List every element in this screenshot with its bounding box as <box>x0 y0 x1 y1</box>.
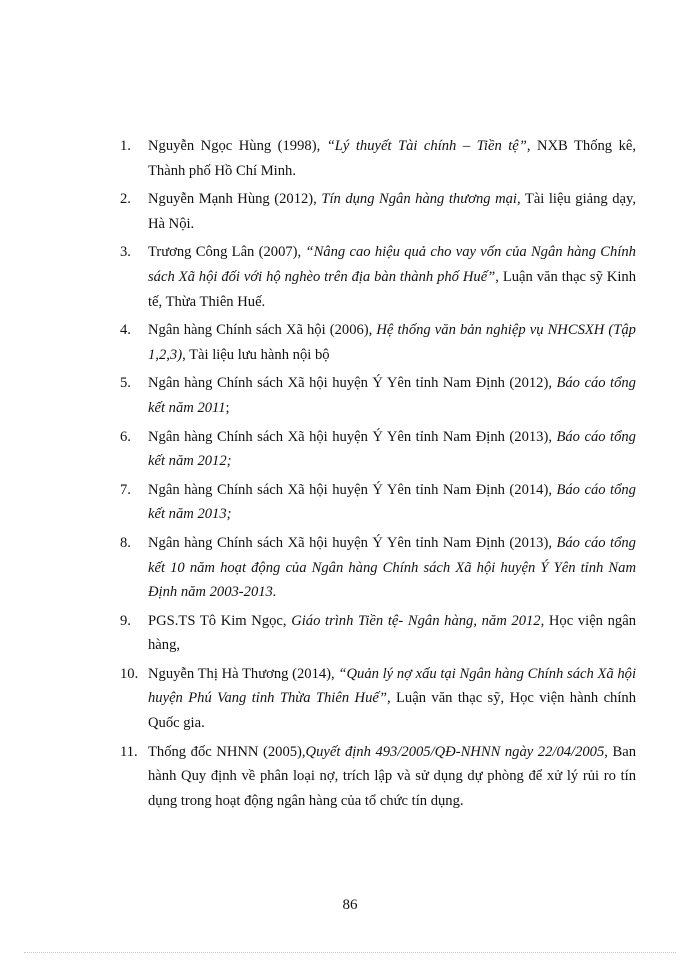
reference-title: Hệ thống văn bản nghiệp vụ NHCSXH (Tập 1,2,3) <box>148 322 636 363</box>
reference-title: Báo cáo tổng kết 10 năm hoạt động của Ngân hàng Chính sách Xã hội huyện Ý Yên tỉnh Nam Định năm 2003-2013. <box>148 534 636 601</box>
reference-number: 4. <box>120 322 131 339</box>
reference-title: Giáo trình Tiền tệ- Ngân hàng, năm 2012 <box>291 612 541 629</box>
reference-segment: Nguyễn Ngọc Hùng (1998), <box>148 138 327 154</box>
reference-segment: , Học viện ngân hàng, <box>148 612 636 654</box>
reference-segment: Ngân hàng Chính sách Xã hội (2006), <box>148 322 377 339</box>
reference-item <box>120 425 636 474</box>
reference-segment: , Tài liệu lưu hành nội bộ <box>182 346 330 363</box>
reference-number: 9. <box>120 612 131 629</box>
reference-segment: , NXB Thống kê, Thành phố Hồ Chí Minh. <box>148 138 636 179</box>
reference-text <box>148 134 636 183</box>
reference-text <box>148 187 636 236</box>
reference-number: 7. <box>120 481 131 498</box>
reference-text <box>148 240 636 314</box>
reference-segment: Nguyễn Thị Hà Thương (2014), <box>148 665 339 682</box>
reference-item <box>120 531 636 605</box>
reference-item <box>120 478 636 527</box>
reference-segment: Ngân hàng Chính sách Xã hội huyện Ý Yên tỉnh Nam Định (2012), <box>148 375 557 392</box>
reference-segment: Ngân hàng Chính sách Xã hội huyện Ý Yên tỉnh Nam Định (2013), <box>148 534 557 551</box>
reference-item <box>120 134 636 183</box>
reference-segment: ; <box>225 399 230 416</box>
reference-title: Tín dụng Ngân hàng thương mại <box>321 191 517 208</box>
reference-segment: , Ban hành Quy định về phân loại nợ, trích lập và sử dụng dự phòng để xử lý rủi ro tín dụng trong hoạt động ngân hàng của tổ chức tín dụng. <box>148 743 636 809</box>
reference-item <box>120 662 636 736</box>
page-number: 86 <box>342 897 358 913</box>
reference-item <box>120 609 636 658</box>
reference-segment: Nguyễn Mạnh Hùng (2012), <box>148 191 322 208</box>
reference-item <box>120 318 636 367</box>
reference-segment: Thống đốc NHNN (2005) <box>148 743 302 760</box>
reference-segment: , Luận văn thạc sỹ, Học viện hành chính Quốc gia. <box>148 690 636 732</box>
reference-number: 8. <box>120 534 131 551</box>
reference-item <box>120 740 636 814</box>
reference-number: 3. <box>120 244 131 261</box>
reference-segment: Ngân hàng Chính sách Xã hội huyện Ý Yên tỉnh Nam Định (2014), <box>148 481 557 498</box>
reference-title: ,Quyết định 493/2005/QĐ-NHNN ngày 22/04/2005 <box>301 743 605 760</box>
reference-number: 1. <box>120 138 131 154</box>
reference-text <box>148 662 636 736</box>
reference-title: “Nâng cao hiệu quả cho vay vốn của Ngân hàng Chính sách Xã hội đối với hộ nghèo trên địa bàn thành phố Huế” <box>148 244 636 285</box>
reference-title: Báo cáo tổng kết năm 2013; <box>148 481 636 523</box>
reference-item <box>120 240 636 314</box>
reference-number: 6. <box>120 428 131 445</box>
reference-segment: Trương Công Lân (2007), <box>148 244 306 261</box>
reference-title: “Quản lý nợ xấu tại Ngân hàng Chính sách Xã hội huyện Phú Vang tỉnh Thừa Thiên Huế” <box>148 665 636 707</box>
reference-text <box>148 478 636 527</box>
reference-number: 5. <box>120 375 131 392</box>
reference-text <box>148 609 636 658</box>
reference-segment: PGS.TS Tô Kim Ngọc, <box>148 612 292 629</box>
reference-item <box>120 187 636 236</box>
reference-list <box>120 134 636 817</box>
reference-number: 10. <box>120 665 139 682</box>
reference-segment: , Tài liệu giảng dạy, Hà Nội. <box>148 191 636 232</box>
reference-text <box>148 531 636 605</box>
page-bottom-rule <box>24 952 676 953</box>
reference-text <box>148 425 636 474</box>
reference-text <box>148 318 636 367</box>
reference-title: Báo cáo tổng kết năm 2011 <box>148 375 636 416</box>
reference-segment: Ngân hàng Chính sách Xã hội huyện Ý Yên tỉnh Nam Định (2013), <box>148 428 557 445</box>
reference-segment: , Luận văn thạc sỹ Kinh tế, Thừa Thiên Huế. <box>148 268 636 310</box>
reference-text <box>148 740 636 814</box>
reference-title: Báo cáo tổng kết năm 2012; <box>148 428 636 470</box>
reference-title: “Lý thuyết Tài chính – Tiền tệ” <box>326 138 527 154</box>
reference-text <box>148 371 636 420</box>
reference-item <box>120 371 636 420</box>
reference-number: 2. <box>120 191 131 208</box>
reference-number: 11. <box>120 743 138 760</box>
